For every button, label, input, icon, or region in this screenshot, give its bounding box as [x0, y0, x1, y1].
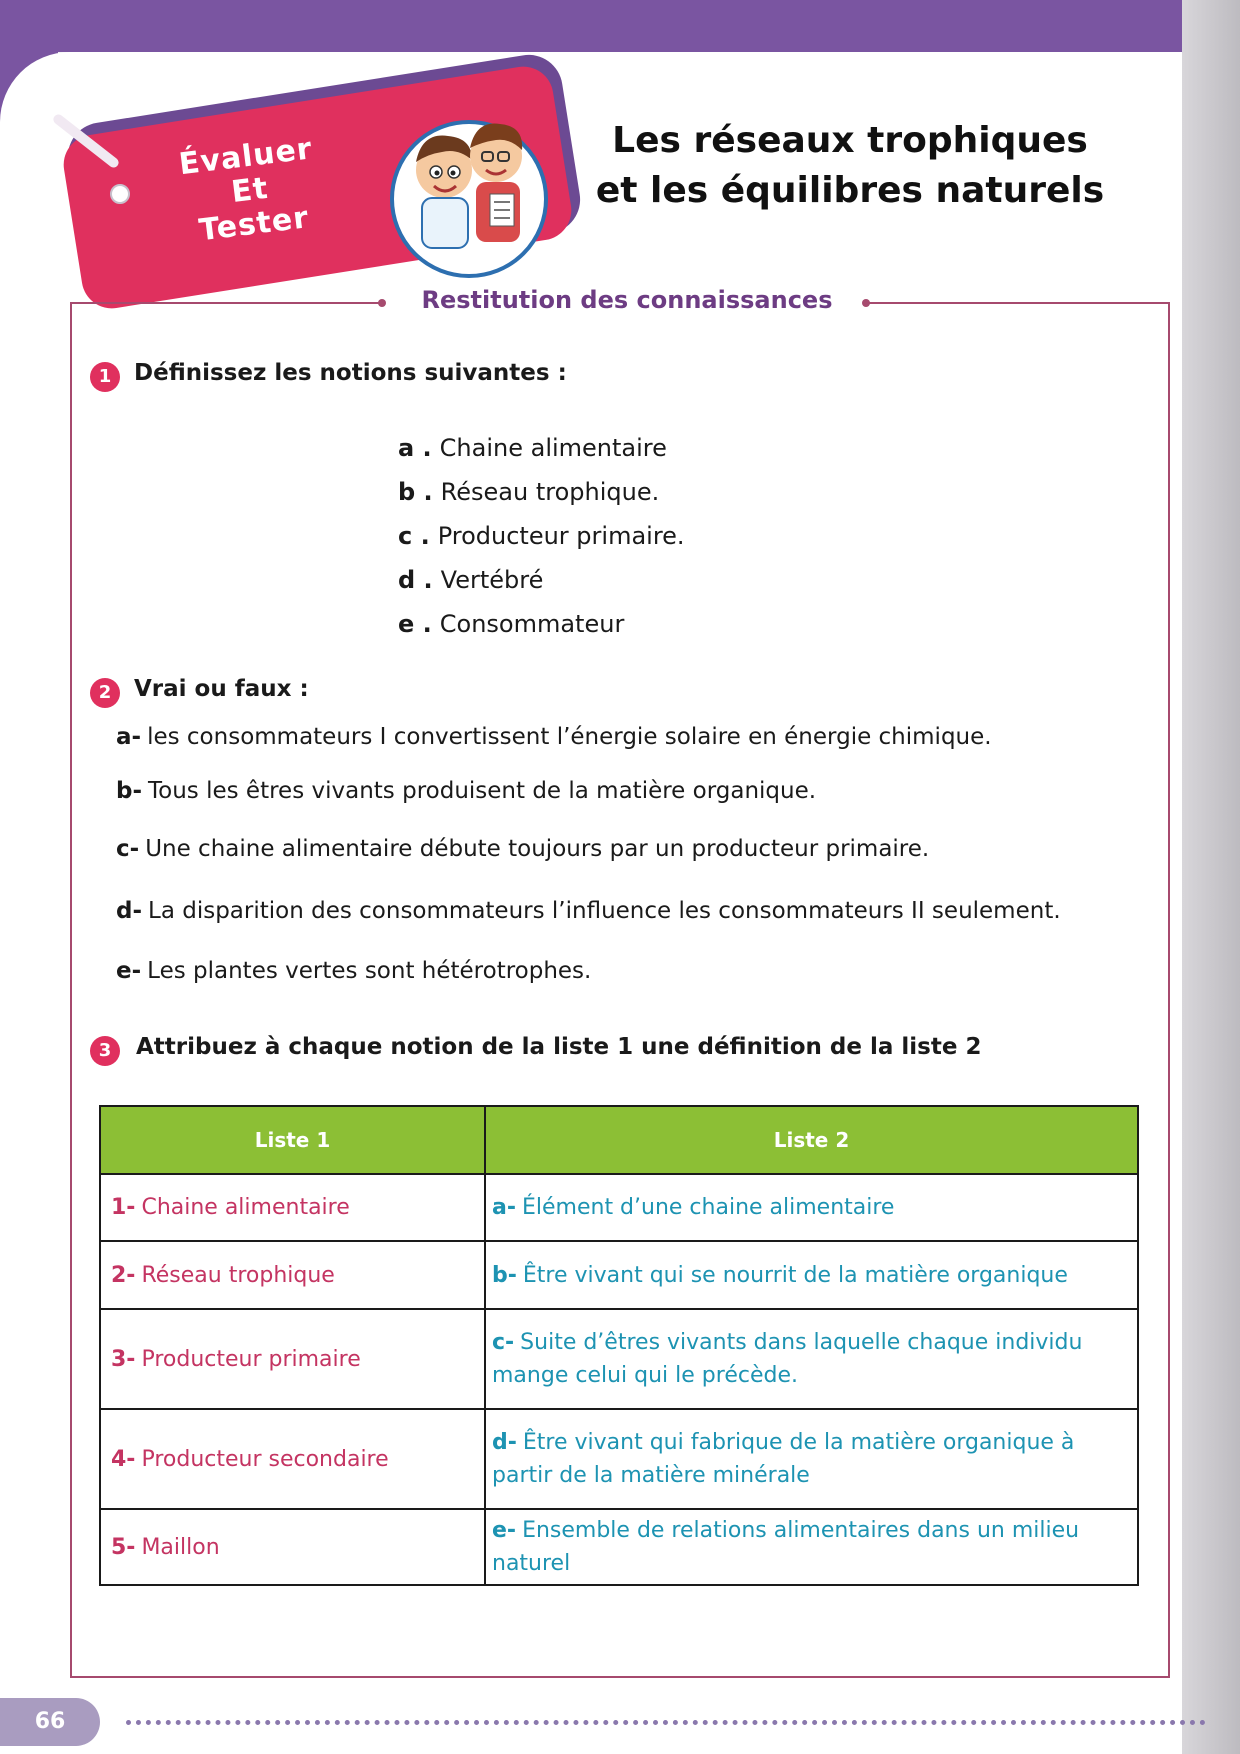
- title-line-2: et les équilibres naturels: [595, 170, 1105, 211]
- section-title: Restitution des connaissances: [421, 286, 833, 314]
- item-text: Vertébré: [440, 566, 544, 594]
- definition-cell: [485, 1409, 1138, 1509]
- true-false-item: [116, 778, 816, 804]
- item-text: Producteur primaire.: [437, 522, 685, 550]
- table-row: [100, 1309, 1138, 1409]
- definition-text: Être vivant qui se nourrit de la matière organique: [522, 1262, 1068, 1288]
- notion-number: 4-: [111, 1446, 136, 1472]
- item-text: Une chaine alimentaire débute toujours par un producteur primaire.: [145, 836, 930, 862]
- question-2-title: Vrai ou faux :: [134, 676, 309, 702]
- notion-text: Producteur primaire: [141, 1346, 361, 1372]
- definition-letter: a-: [492, 1195, 516, 1220]
- item-letter: b-: [116, 778, 143, 804]
- footer-dotted-rule: [126, 1720, 1206, 1725]
- evaluate-badge: [30, 78, 570, 288]
- notion-cell: [100, 1241, 485, 1309]
- table-row: [100, 1241, 1138, 1309]
- definition-item: [398, 566, 543, 594]
- frame-top-rule-right: [868, 302, 1168, 304]
- notion-text: Réseau trophique: [141, 1262, 335, 1288]
- item-text: Consommateur: [439, 610, 625, 638]
- notion-text: Maillon: [141, 1534, 220, 1560]
- definition-item: [398, 434, 667, 462]
- frame-top-rule-left: [70, 302, 382, 304]
- item-letter: a-: [116, 724, 142, 750]
- definition-cell: [485, 1241, 1138, 1309]
- table-header-row: [100, 1106, 1138, 1174]
- question-3-number: 3: [90, 1036, 120, 1066]
- definition-cell: [485, 1509, 1138, 1585]
- item-letter: c .: [398, 522, 430, 550]
- question-3-title: Attribuez à chaque notion de la liste 1 une définition de la liste 2: [136, 1034, 982, 1060]
- definition-text: Suite d’êtres vivants dans laquelle chaque individu mange celui qui le précède.: [492, 1330, 1083, 1388]
- item-text: La disparition des consommateurs l’influence les consommateurs II seulement.: [148, 898, 1061, 924]
- true-false-item: [116, 958, 591, 984]
- item-text: les consommateurs I convertissent l’énergie solaire en énergie chimique.: [147, 724, 992, 750]
- item-letter: b .: [398, 478, 433, 506]
- definition-cell: [485, 1174, 1138, 1241]
- item-letter: d .: [398, 566, 433, 594]
- notion-cell: [100, 1309, 485, 1409]
- question-1-title: Définissez les notions suivantes :: [134, 360, 567, 386]
- title-line-1: Les réseaux trophiques: [612, 120, 1088, 161]
- page-number: 66: [0, 1698, 100, 1746]
- ornament-dot: [378, 299, 386, 307]
- column-header-list-2: Liste 2: [485, 1106, 1138, 1174]
- definition-letter: d-: [492, 1430, 517, 1455]
- table-row: [100, 1509, 1138, 1585]
- badge-line-3: Tester: [197, 200, 311, 249]
- page-title: [560, 116, 1140, 216]
- definition-text: Élément d’une chaine alimentaire: [521, 1195, 895, 1220]
- mascot-illustration: [392, 96, 542, 266]
- notion-cell: [100, 1509, 485, 1585]
- notion-cell: [100, 1174, 485, 1241]
- badge-line-2: Et: [229, 170, 271, 211]
- definition-letter: e-: [492, 1518, 517, 1543]
- definition-text: Ensemble de relations alimentaires dans un milieu naturel: [492, 1518, 1080, 1576]
- page-edge: [1182, 0, 1240, 1754]
- item-text: Réseau trophique.: [440, 478, 660, 506]
- notion-cell: [100, 1409, 485, 1509]
- item-letter: e-: [116, 958, 142, 984]
- notion-text: Chaine alimentaire: [141, 1195, 350, 1220]
- item-text: Chaine alimentaire: [439, 434, 667, 462]
- definition-letter: c-: [492, 1330, 515, 1355]
- table-row: [100, 1409, 1138, 1509]
- item-letter: c-: [116, 836, 140, 862]
- item-text: Les plantes vertes sont hétérotrophes.: [147, 958, 592, 984]
- definition-cell: [485, 1309, 1138, 1409]
- definition-item: [398, 522, 685, 550]
- badge-line-1: Évaluer: [177, 131, 315, 183]
- table-row: [100, 1174, 1138, 1241]
- column-header-list-1: Liste 1: [100, 1106, 485, 1174]
- true-false-item: [116, 724, 992, 750]
- matching-table: [99, 1105, 1139, 1586]
- top-band: [0, 0, 1240, 52]
- notion-text: Producteur secondaire: [141, 1446, 389, 1472]
- notion-number: 2-: [111, 1262, 136, 1288]
- definition-item: [398, 610, 624, 638]
- true-false-item: [116, 898, 1061, 924]
- definition-text: Être vivant qui fabrique de la matière organique à partir de la matière minérale: [492, 1430, 1075, 1488]
- item-letter: d-: [116, 898, 143, 924]
- notion-number: 3-: [111, 1346, 136, 1372]
- pin-hole: [110, 184, 130, 204]
- notion-number: 1-: [111, 1195, 136, 1220]
- true-false-item: [116, 836, 929, 862]
- question-1-number: 1: [90, 362, 120, 392]
- item-letter: a .: [398, 434, 432, 462]
- definition-item: [398, 478, 659, 506]
- item-text: Tous les êtres vivants produisent de la matière organique.: [148, 778, 817, 804]
- question-2-number: 2: [90, 678, 120, 708]
- item-letter: e .: [398, 610, 432, 638]
- definition-letter: b-: [492, 1262, 517, 1288]
- notion-number: 5-: [111, 1534, 136, 1560]
